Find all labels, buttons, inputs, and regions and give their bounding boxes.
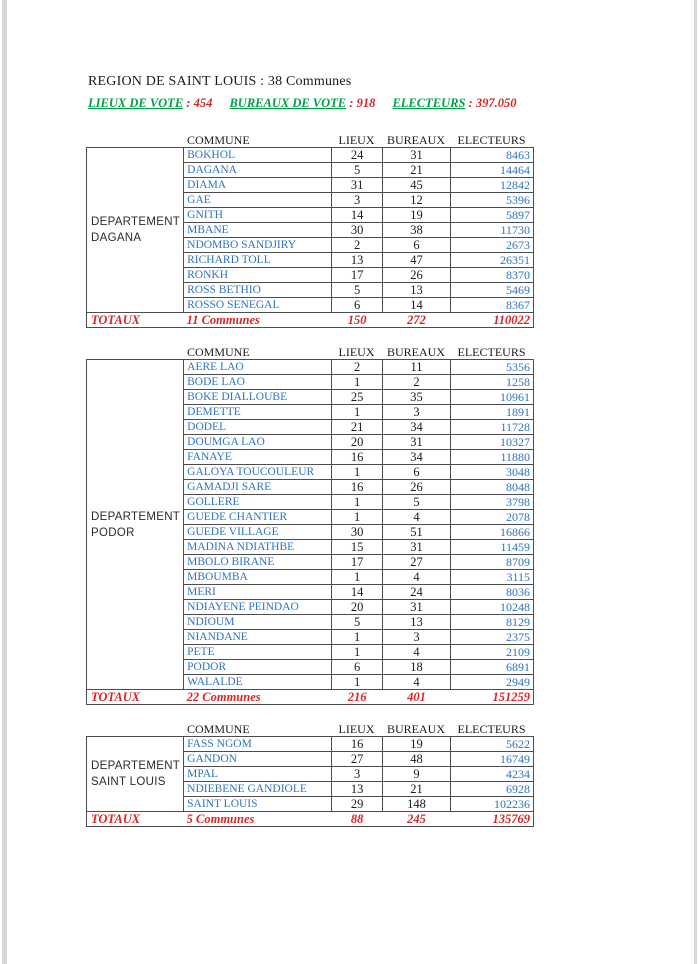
- column-header-lieux: LIEUX: [338, 722, 375, 736]
- lieux-cell: 2: [332, 238, 383, 253]
- commune-cell: NDIEBENE GANDIOLE: [184, 782, 332, 797]
- bureaux-cell: 18: [383, 660, 451, 675]
- commune-cell: GALOYA TOUCOULEUR: [184, 465, 332, 480]
- electeurs-cell: 5897: [451, 208, 534, 223]
- totals-lieux-cell: 150: [332, 313, 383, 328]
- commune-cell: DAGANA: [184, 163, 332, 178]
- lieux-cell: 27: [332, 752, 383, 767]
- totals-bureaux-cell: 245: [383, 812, 451, 827]
- commune-cell: GANDON: [184, 752, 332, 767]
- totals-communes-cell: 22 Communes: [184, 690, 332, 705]
- lieux-cell: 24: [332, 148, 383, 163]
- commune-cell: DOUMGA LAO: [184, 435, 332, 450]
- lieux-cell: 5: [332, 283, 383, 298]
- lieux-cell: 5: [332, 163, 383, 178]
- lieux-cell: 16: [332, 480, 383, 495]
- electeurs-cell: 10961: [451, 390, 534, 405]
- stat-value-electeurs: 397.050: [475, 96, 517, 110]
- commune-cell: ROSS BETHIO: [184, 283, 332, 298]
- bureaux-cell: 13: [383, 615, 451, 630]
- column-header-electeurs: ELECTEURS: [457, 133, 526, 147]
- lieux-cell: 6: [332, 660, 383, 675]
- totals-label-cell: TOTAUX: [87, 313, 184, 328]
- department-label-line: SAINT LOUIS: [91, 776, 166, 788]
- commune-cell: DIAMA: [184, 178, 332, 193]
- bureaux-cell: 31: [383, 600, 451, 615]
- bureaux-cell: 19: [383, 737, 451, 752]
- commune-cell: MPAL: [184, 767, 332, 782]
- electeurs-cell: 10248: [451, 600, 534, 615]
- summary-line: [88, 96, 530, 111]
- commune-cell: GOLLERE: [184, 495, 332, 510]
- lieux-cell: 30: [332, 223, 383, 238]
- electeurs-cell: 8036: [451, 585, 534, 600]
- lieux-cell: 20: [332, 600, 383, 615]
- lieux-cell: 1: [332, 375, 383, 390]
- electeurs-cell: 16749: [451, 752, 534, 767]
- electeurs-cell: 102236: [451, 797, 534, 812]
- bureaux-cell: 31: [383, 148, 451, 163]
- page-edge-left: [2, 0, 7, 964]
- bureaux-cell: 13: [383, 283, 451, 298]
- electeurs-cell: 8463: [451, 148, 534, 163]
- stat-value-lieux-de-vote: 454: [193, 96, 213, 110]
- lieux-cell: 20: [332, 435, 383, 450]
- electeurs-cell: 26351: [451, 253, 534, 268]
- electeurs-cell: 8129: [451, 615, 534, 630]
- electeurs-cell: 12842: [451, 178, 534, 193]
- department-cell: [87, 737, 184, 812]
- tables-container: [86, 133, 534, 844]
- electeurs-cell: 5396: [451, 193, 534, 208]
- lieux-cell: 14: [332, 208, 383, 223]
- electeurs-cell: 2109: [451, 645, 534, 660]
- totals-communes-cell: 11 Communes: [184, 313, 332, 328]
- stat-label-bureaux-de-vote: BUREAUX DE VOTE: [229, 96, 347, 110]
- bureaux-cell: 34: [383, 420, 451, 435]
- lieux-cell: 2: [332, 360, 383, 375]
- bureaux-cell: 34: [383, 450, 451, 465]
- commune-cell: GUEDE CHANTIER: [184, 510, 332, 525]
- lieux-cell: 30: [332, 525, 383, 540]
- column-header-electeurs: ELECTEURS: [457, 722, 526, 736]
- electeurs-cell: 11728: [451, 420, 534, 435]
- stat-label-electeurs: ELECTEURS: [392, 96, 466, 110]
- electeurs-cell: 8370: [451, 268, 534, 283]
- totals-communes-cell: 5 Communes: [184, 812, 332, 827]
- lieux-cell: 6: [332, 298, 383, 313]
- column-header-commune: COMMUNE: [187, 345, 250, 359]
- electeurs-cell: 14464: [451, 163, 534, 178]
- commune-cell: RICHARD TOLL: [184, 253, 332, 268]
- commune-cell: NDIAYENE PEINDAO: [184, 600, 332, 615]
- department-table-saint-louis: [86, 722, 534, 827]
- lieux-cell: 1: [332, 645, 383, 660]
- electeurs-cell: 11459: [451, 540, 534, 555]
- commune-cell: BODE LAO: [184, 375, 332, 390]
- lieux-cell: 3: [332, 767, 383, 782]
- electeurs-cell: 4234: [451, 767, 534, 782]
- totals-electeurs-cell: 151259: [451, 690, 534, 705]
- lieux-cell: 14: [332, 585, 383, 600]
- table-row: [87, 148, 534, 163]
- commune-cell: NDIOUM: [184, 615, 332, 630]
- data-table: [86, 147, 534, 328]
- commune-cell: WALALDE: [184, 675, 332, 690]
- department-label-line: DEPARTEMENT: [91, 510, 181, 523]
- bureaux-cell: 47: [383, 253, 451, 268]
- bureaux-cell: 2: [383, 375, 451, 390]
- data-table: [86, 359, 534, 705]
- bureaux-cell: 38: [383, 223, 451, 238]
- stat-colon: :: [183, 96, 194, 110]
- electeurs-cell: 5622: [451, 737, 534, 752]
- commune-cell: AERE LAO: [184, 360, 332, 375]
- electeurs-cell: 5356: [451, 360, 534, 375]
- commune-cell: MBOUMBA: [184, 570, 332, 585]
- department-label-line: DEPARTEMENT: [91, 216, 181, 228]
- department-cell: [87, 360, 184, 690]
- commune-cell: DEMETTE: [184, 405, 332, 420]
- lieux-cell: 1: [332, 630, 383, 645]
- commune-cell: GAE: [184, 193, 332, 208]
- lieux-cell: 16: [332, 737, 383, 752]
- lieux-cell: 13: [332, 253, 383, 268]
- electeurs-cell: 10327: [451, 435, 534, 450]
- column-header-bureaux: BUREAUX: [386, 133, 445, 147]
- commune-cell: MERI: [184, 585, 332, 600]
- column-header-row: [86, 345, 534, 359]
- totals-row: [87, 812, 534, 827]
- bureaux-cell: 5: [383, 495, 451, 510]
- totals-electeurs-cell: 110022: [451, 313, 534, 328]
- commune-cell: SAINT LOUIS: [184, 797, 332, 812]
- commune-cell: GUEDE VILLAGE: [184, 525, 332, 540]
- totals-row: [87, 690, 534, 705]
- totals-bureaux-cell: 272: [383, 313, 451, 328]
- bureaux-cell: 51: [383, 525, 451, 540]
- electeurs-cell: 8709: [451, 555, 534, 570]
- lieux-cell: 1: [332, 510, 383, 525]
- column-header-commune: COMMUNE: [187, 133, 250, 147]
- lieux-cell: 1: [332, 570, 383, 585]
- page-edge-right: [694, 0, 697, 964]
- commune-cell: DODEL: [184, 420, 332, 435]
- lieux-cell: 21: [332, 420, 383, 435]
- electeurs-cell: 5469: [451, 283, 534, 298]
- bureaux-cell: 3: [383, 405, 451, 420]
- bureaux-cell: 3: [383, 630, 451, 645]
- electeurs-cell: 2078: [451, 510, 534, 525]
- electeurs-cell: 11730: [451, 223, 534, 238]
- bureaux-cell: 21: [383, 163, 451, 178]
- stat-colon: :: [465, 96, 476, 110]
- commune-cell: MBOLO BIRANE: [184, 555, 332, 570]
- electeurs-cell: 3115: [451, 570, 534, 585]
- electeurs-cell: 2673: [451, 238, 534, 253]
- bureaux-cell: 24: [383, 585, 451, 600]
- lieux-cell: 5: [332, 615, 383, 630]
- totals-lieux-cell: 88: [332, 812, 383, 827]
- bureaux-cell: 19: [383, 208, 451, 223]
- lieux-cell: 15: [332, 540, 383, 555]
- lieux-cell: 1: [332, 675, 383, 690]
- bureaux-cell: 12: [383, 193, 451, 208]
- electeurs-cell: 8048: [451, 480, 534, 495]
- bureaux-cell: 11: [383, 360, 451, 375]
- electeurs-cell: 1258: [451, 375, 534, 390]
- bureaux-cell: 9: [383, 767, 451, 782]
- commune-cell: ROSSO SENEGAL: [184, 298, 332, 313]
- department-label-line: DEPARTEMENT: [91, 760, 181, 772]
- lieux-cell: 29: [332, 797, 383, 812]
- commune-cell: NDOMBO SANDJIRY: [184, 238, 332, 253]
- column-header-lieux: LIEUX: [338, 345, 375, 359]
- totals-label-cell: TOTAUX: [87, 812, 184, 827]
- lieux-cell: 13: [332, 782, 383, 797]
- commune-cell: RONKH: [184, 268, 332, 283]
- department-table-dagana: [86, 133, 534, 328]
- lieux-cell: 1: [332, 465, 383, 480]
- bureaux-cell: 4: [383, 510, 451, 525]
- electeurs-cell: 1891: [451, 405, 534, 420]
- department-label-line: PODOR: [91, 526, 135, 539]
- bureaux-cell: 31: [383, 435, 451, 450]
- stat-value-bureaux-de-vote: 918: [356, 96, 376, 110]
- electeurs-cell: 8367: [451, 298, 534, 313]
- bureaux-cell: 4: [383, 645, 451, 660]
- stat-bureaux-de-vote: [229, 96, 375, 110]
- totals-label-cell: TOTAUX: [87, 690, 184, 705]
- column-header-commune: COMMUNE: [187, 722, 250, 736]
- commune-cell: BOKHOL: [184, 148, 332, 163]
- department-cell: [87, 148, 184, 313]
- bureaux-cell: 21: [383, 782, 451, 797]
- commune-cell: GAMADJI SARE: [184, 480, 332, 495]
- commune-cell: PETE: [184, 645, 332, 660]
- totals-electeurs-cell: 135769: [451, 812, 534, 827]
- bureaux-cell: 6: [383, 465, 451, 480]
- electeurs-cell: 6891: [451, 660, 534, 675]
- electeurs-cell: 6928: [451, 782, 534, 797]
- table-row: [87, 737, 534, 752]
- electeurs-cell: 2375: [451, 630, 534, 645]
- commune-cell: BOKE DIALLOUBE: [184, 390, 332, 405]
- page-title: REGION DE SAINT LOUIS : 38 Communes: [88, 74, 352, 89]
- table-row: [87, 360, 534, 375]
- bureaux-cell: 14: [383, 298, 451, 313]
- bureaux-cell: 27: [383, 555, 451, 570]
- column-header-bureaux: BUREAUX: [386, 722, 445, 736]
- bureaux-cell: 45: [383, 178, 451, 193]
- bureaux-cell: 4: [383, 675, 451, 690]
- data-table: [86, 736, 534, 827]
- stat-electeurs: [392, 96, 516, 110]
- column-header-bureaux: BUREAUX: [386, 345, 445, 359]
- bureaux-cell: 48: [383, 752, 451, 767]
- stat-lieux-de-vote: [88, 96, 212, 110]
- totals-row: [87, 313, 534, 328]
- bureaux-cell: 26: [383, 480, 451, 495]
- lieux-cell: 31: [332, 178, 383, 193]
- department-table-podor: [86, 345, 534, 705]
- department-label-line: DAGANA: [91, 232, 142, 244]
- lieux-cell: 1: [332, 495, 383, 510]
- column-header-electeurs: ELECTEURS: [457, 345, 526, 359]
- commune-cell: PODOR: [184, 660, 332, 675]
- commune-cell: FASS NGOM: [184, 737, 332, 752]
- lieux-cell: 3: [332, 193, 383, 208]
- commune-cell: GNITH: [184, 208, 332, 223]
- totals-lieux-cell: 216: [332, 690, 383, 705]
- bureaux-cell: 4: [383, 570, 451, 585]
- electeurs-cell: 3048: [451, 465, 534, 480]
- commune-cell: FANAYE: [184, 450, 332, 465]
- electeurs-cell: 11880: [451, 450, 534, 465]
- lieux-cell: 25: [332, 390, 383, 405]
- commune-cell: NIANDANE: [184, 630, 332, 645]
- bureaux-cell: 35: [383, 390, 451, 405]
- totals-bureaux-cell: 401: [383, 690, 451, 705]
- commune-cell: MBANE: [184, 223, 332, 238]
- stat-colon: :: [346, 96, 357, 110]
- commune-cell: MADINA NDIATHBE: [184, 540, 332, 555]
- lieux-cell: 1: [332, 405, 383, 420]
- lieux-cell: 17: [332, 555, 383, 570]
- stat-label-lieux-de-vote: LIEUX DE VOTE: [88, 96, 184, 110]
- bureaux-cell: 148: [383, 797, 451, 812]
- bureaux-cell: 31: [383, 540, 451, 555]
- bureaux-cell: 26: [383, 268, 451, 283]
- column-header-row: [86, 722, 534, 736]
- electeurs-cell: 3798: [451, 495, 534, 510]
- electeurs-cell: 2949: [451, 675, 534, 690]
- column-header-lieux: LIEUX: [338, 133, 375, 147]
- bureaux-cell: 6: [383, 238, 451, 253]
- electeurs-cell: 16866: [451, 525, 534, 540]
- lieux-cell: 16: [332, 450, 383, 465]
- column-header-row: [86, 133, 534, 147]
- lieux-cell: 17: [332, 268, 383, 283]
